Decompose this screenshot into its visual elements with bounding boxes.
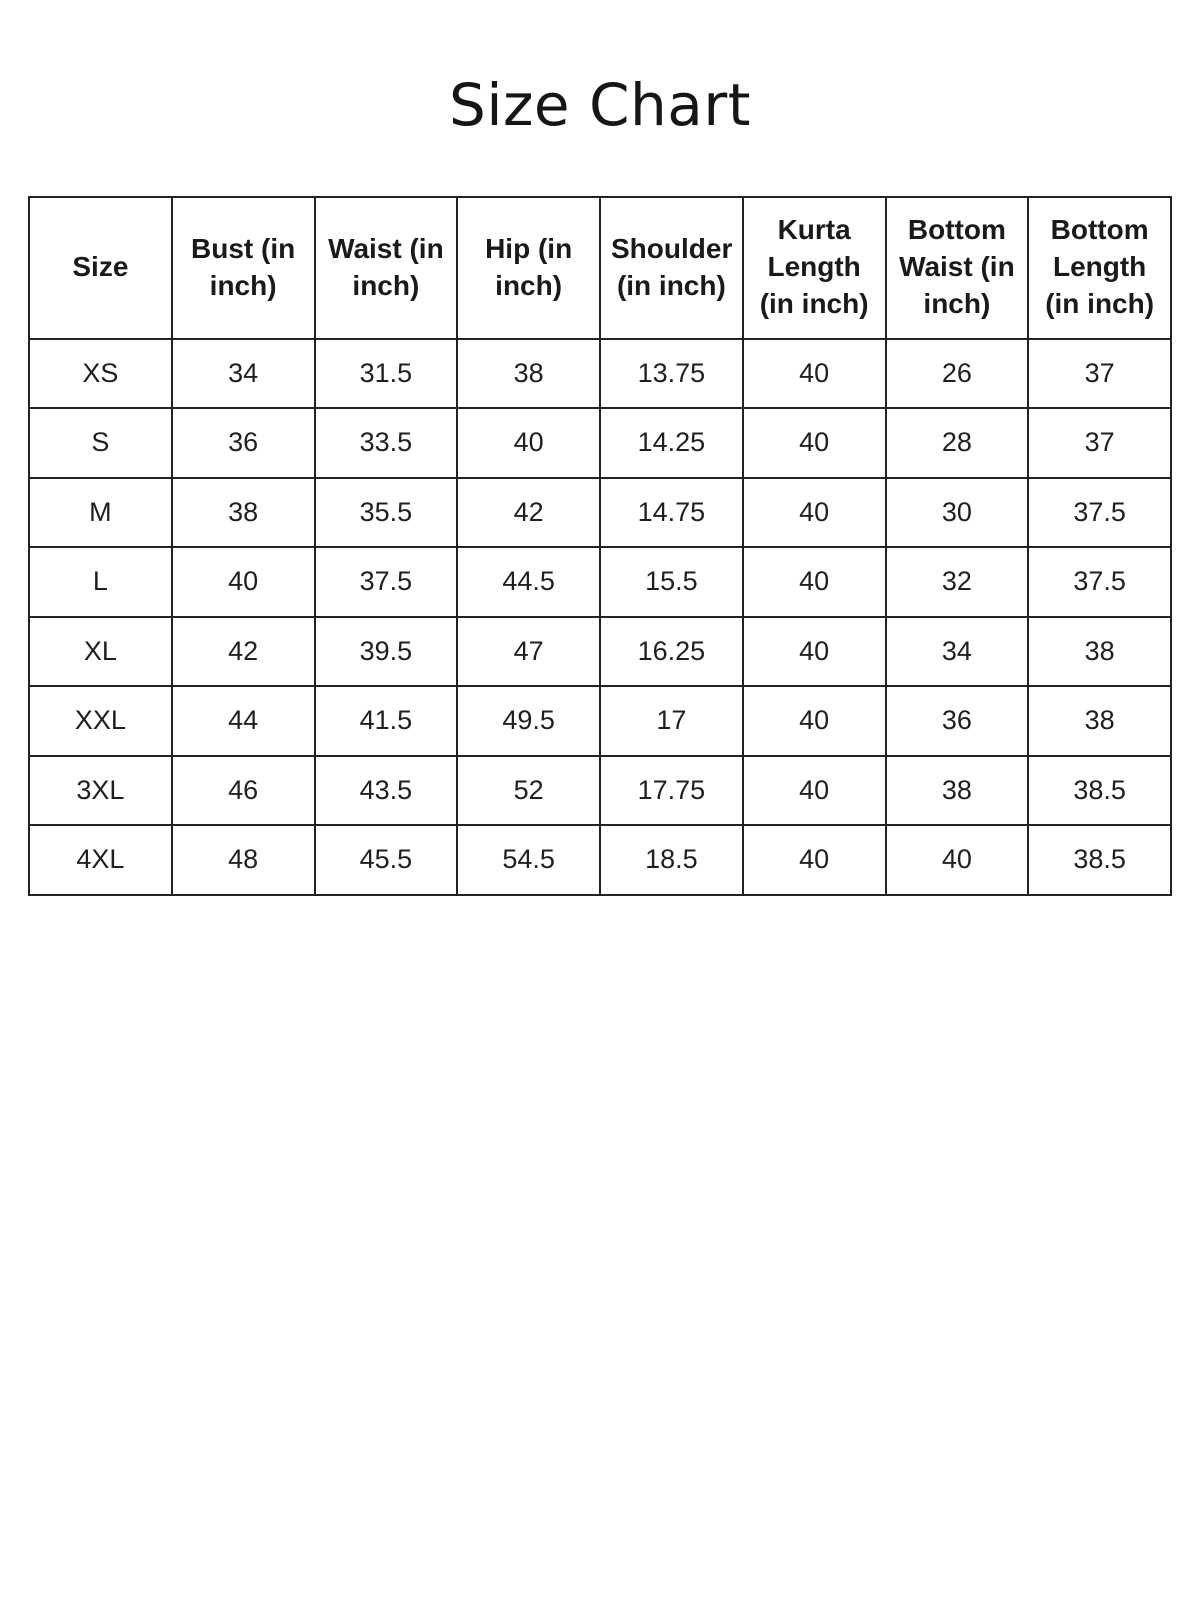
header-row xyxy=(29,197,1171,339)
measurement-value: 15.5 xyxy=(600,547,743,617)
measurement-value: 40 xyxy=(743,547,886,617)
measurement-value: 37 xyxy=(1028,339,1171,409)
measurement-value: 34 xyxy=(172,339,315,409)
measurement-value: 14.25 xyxy=(600,408,743,478)
size-chart-table xyxy=(28,196,1172,896)
table-row-xs xyxy=(29,339,1171,409)
measurement-value: 37 xyxy=(1028,408,1171,478)
table-row-4xl xyxy=(29,825,1171,895)
measurement-value: 37.5 xyxy=(315,547,458,617)
measurement-value: 16.25 xyxy=(600,617,743,687)
measurement-value: 49.5 xyxy=(457,686,600,756)
measurement-value: 44 xyxy=(172,686,315,756)
column-header-shoulder: Shoulder (in inch) xyxy=(600,197,743,339)
column-header-kurta-length: Kurta Length (in inch) xyxy=(743,197,886,339)
measurement-value: 38.5 xyxy=(1028,756,1171,826)
column-header-bottom-length: Bottom Length (in inch) xyxy=(1028,197,1171,339)
measurement-value: 39.5 xyxy=(315,617,458,687)
measurement-value: 34 xyxy=(886,617,1029,687)
size-label: XXL xyxy=(29,686,172,756)
table-row-xxl xyxy=(29,686,1171,756)
measurement-value: 40 xyxy=(743,686,886,756)
measurement-value: 17.75 xyxy=(600,756,743,826)
measurement-value: 40 xyxy=(172,547,315,617)
measurement-value: 40 xyxy=(457,408,600,478)
size-label: XS xyxy=(29,339,172,409)
measurement-value: 40 xyxy=(743,756,886,826)
table-row-l xyxy=(29,547,1171,617)
measurement-value: 48 xyxy=(172,825,315,895)
measurement-value: 14.75 xyxy=(600,478,743,548)
measurement-value: 42 xyxy=(457,478,600,548)
measurement-value: 40 xyxy=(743,825,886,895)
measurement-value: 52 xyxy=(457,756,600,826)
size-label: M xyxy=(29,478,172,548)
measurement-value: 46 xyxy=(172,756,315,826)
measurement-value: 47 xyxy=(457,617,600,687)
measurement-value: 37.5 xyxy=(1028,547,1171,617)
measurement-value: 17 xyxy=(600,686,743,756)
table-row-3xl xyxy=(29,756,1171,826)
measurement-value: 40 xyxy=(743,408,886,478)
measurement-value: 40 xyxy=(743,617,886,687)
column-header-waist: Waist (in inch) xyxy=(315,197,458,339)
table-row-xl xyxy=(29,617,1171,687)
measurement-value: 36 xyxy=(886,686,1029,756)
column-header-bottom-waist: Bottom Waist (in inch) xyxy=(886,197,1029,339)
measurement-value: 38 xyxy=(1028,617,1171,687)
column-header-hip: Hip (in inch) xyxy=(457,197,600,339)
column-header-size: Size xyxy=(29,197,172,339)
measurement-value: 40 xyxy=(743,339,886,409)
measurement-value: 44.5 xyxy=(457,547,600,617)
table-row-s xyxy=(29,408,1171,478)
column-header-bust: Bust (in inch) xyxy=(172,197,315,339)
measurement-value: 45.5 xyxy=(315,825,458,895)
measurement-value: 38 xyxy=(457,339,600,409)
measurement-value: 40 xyxy=(886,825,1029,895)
measurement-value: 38 xyxy=(886,756,1029,826)
measurement-value: 37.5 xyxy=(1028,478,1171,548)
measurement-value: 43.5 xyxy=(315,756,458,826)
measurement-value: 54.5 xyxy=(457,825,600,895)
page-title: Size Chart xyxy=(449,71,751,139)
measurement-value: 38.5 xyxy=(1028,825,1171,895)
measurement-value: 38 xyxy=(172,478,315,548)
measurement-value: 13.75 xyxy=(600,339,743,409)
size-label: 4XL xyxy=(29,825,172,895)
measurement-value: 40 xyxy=(743,478,886,548)
measurement-value: 26 xyxy=(886,339,1029,409)
measurement-value: 38 xyxy=(1028,686,1171,756)
measurement-value: 28 xyxy=(886,408,1029,478)
size-label: XL xyxy=(29,617,172,687)
size-label: S xyxy=(29,408,172,478)
measurement-value: 41.5 xyxy=(315,686,458,756)
measurement-value: 35.5 xyxy=(315,478,458,548)
measurement-value: 36 xyxy=(172,408,315,478)
measurement-value: 31.5 xyxy=(315,339,458,409)
measurement-value: 18.5 xyxy=(600,825,743,895)
measurement-value: 42 xyxy=(172,617,315,687)
measurement-value: 33.5 xyxy=(315,408,458,478)
table-row-m xyxy=(29,478,1171,548)
size-label: 3XL xyxy=(29,756,172,826)
measurement-value: 32 xyxy=(886,547,1029,617)
size-label: L xyxy=(29,547,172,617)
measurement-value: 30 xyxy=(886,478,1029,548)
